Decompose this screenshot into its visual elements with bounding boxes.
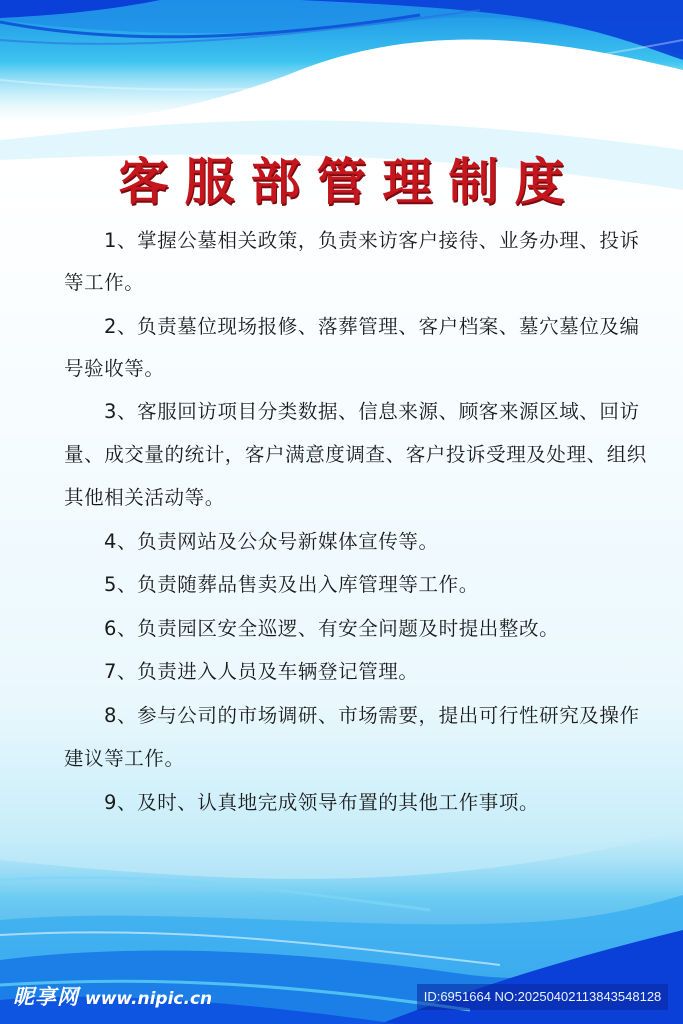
- rule-2-line-2: 号验收等。: [64, 357, 165, 380]
- rule-3-line-2: 量、成交量的统计，客户满意度调查、客户投诉受理及处理、组织: [64, 443, 647, 466]
- rule-8-line-2: 建议等工作。: [64, 747, 185, 770]
- page-title: 客服部管理制度: [118, 152, 581, 211]
- rule-9: 9、及时、认真地完成领导布置的其他工作事项。: [104, 791, 540, 814]
- watermark-logo-text: 昵享网: [13, 985, 79, 1009]
- rule-6: 6、负责园区安全巡逻、有安全问题及时提出整改。: [104, 617, 560, 640]
- watermark-url: www.nipic.cn: [85, 989, 213, 1009]
- rule-1-line-2: 等工作。: [64, 271, 145, 294]
- watermark-logo: [13, 983, 212, 1011]
- rule-5: 5、负责随葬品售卖及出入库管理等工作。: [104, 573, 479, 596]
- rule-1-line-1: 1、掌握公墓相关政策，负责来访客户接待、业务办理、投诉: [104, 229, 640, 252]
- rule-4: 4、负责网站及公众号新媒体宣传等。: [104, 530, 439, 553]
- rule-3-line-3: 其他相关活动等。: [64, 486, 225, 509]
- rule-2-line-1: 2、负责墓位现场报修、落葬管理、客户档案、墓穴墓位及编: [104, 315, 640, 338]
- rule-3-line-1: 3、客服回访项目分类数据、信息来源、顾客来源区域、回访: [104, 400, 640, 423]
- watermark-id: ID:6951664 NO:20250402113843548128: [417, 984, 668, 1010]
- rule-8-line-1: 8、参与公司的市场调研、市场需要，提出可行性研究及操作: [104, 704, 640, 727]
- rule-7: 7、负责进入人员及车辆登记管理。: [104, 660, 419, 683]
